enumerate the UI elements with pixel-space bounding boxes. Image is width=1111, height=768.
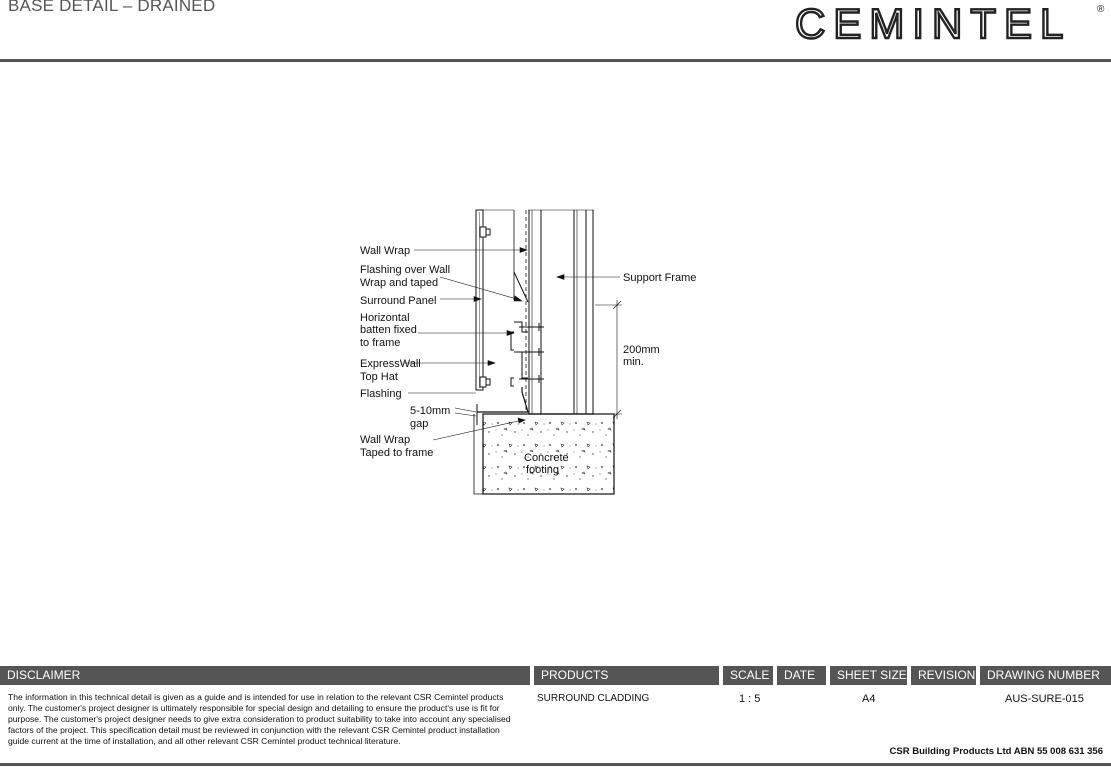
- header-revision: REVISION: [911, 666, 976, 685]
- logo-wordmark: CEMINTEL: [795, 0, 1072, 47]
- page-title: BASE DETAIL – DRAINED: [8, 0, 216, 15]
- disclaimer-text: The information in this technical detail is given as a guide and is intended for use in relation to the relevant CSR Cemintel products only. The customer's project designer is ultimately responsible for special design and detailing to ensure the product's use is fit for purpose. The customer's project designer needs to give extra consideration to product suitability to take into account any specialised factors of the project. This specification detail must be reviewed in conjunction with the relevant CSR Cemintel product installation guide current at the time of installation, and all other relevant CSR Cemintel product technical literature.: [8, 692, 511, 746]
- value-scale: 1 : 5: [739, 693, 761, 705]
- label-flashing: Flashing: [360, 388, 402, 400]
- header-disclaimer: DISCLAIMER: [0, 666, 530, 685]
- label-surround-panel: Surround Panel: [360, 295, 437, 307]
- label-footing-1: Concrete: [524, 452, 569, 464]
- label-batten-1: Horizontal: [360, 312, 410, 324]
- label-wrap-taped-1: Wall Wrap: [360, 434, 411, 446]
- support-frame: [528, 210, 594, 414]
- label-tophat-1: ExpressWall: [360, 358, 421, 370]
- header-scale: SCALE: [723, 666, 773, 685]
- label-flashing-over-1: Flashing over Wall: [360, 264, 451, 276]
- label-batten-3: to frame: [360, 337, 401, 349]
- company-abn: CSR Building Products Ltd ABN 55 008 631 356: [889, 746, 1103, 757]
- expresswall-top-hat: [511, 322, 528, 386]
- label-batten-2: batten fixed: [360, 324, 417, 336]
- label-dim-2: min.: [623, 356, 644, 368]
- label-dim-1: 200mm: [623, 344, 660, 356]
- base-flashing: [477, 387, 528, 412]
- value-drawing-number: AUS-SURE-015: [1005, 693, 1084, 705]
- header-drawing-number: DRAWING NUMBER: [980, 666, 1111, 685]
- label-wrap-taped-2: Taped to frame: [360, 447, 434, 459]
- header-date: DATE: [777, 666, 826, 685]
- footer-rule: [0, 763, 1111, 766]
- label-footing-2: footing: [526, 464, 560, 476]
- value-products: SURROUND CLADDING: [537, 693, 650, 704]
- value-sheet-size: A4: [862, 693, 876, 705]
- registered-mark: ®: [1097, 4, 1105, 15]
- label-flashing-over-2: Wrap and taped: [360, 277, 439, 289]
- dimension-200mm: [595, 300, 622, 419]
- label-gap-1: 5-10mm: [410, 405, 451, 417]
- header-products: PRODUCTS: [534, 666, 719, 685]
- label-wall-wrap: Wall Wrap: [360, 245, 411, 257]
- header-sheet-size: SHEET SIZE: [830, 666, 907, 685]
- label-tophat-2: Top Hat: [360, 371, 398, 383]
- label-support-frame: Support Frame: [623, 272, 697, 284]
- label-gap-2: gap: [410, 418, 429, 430]
